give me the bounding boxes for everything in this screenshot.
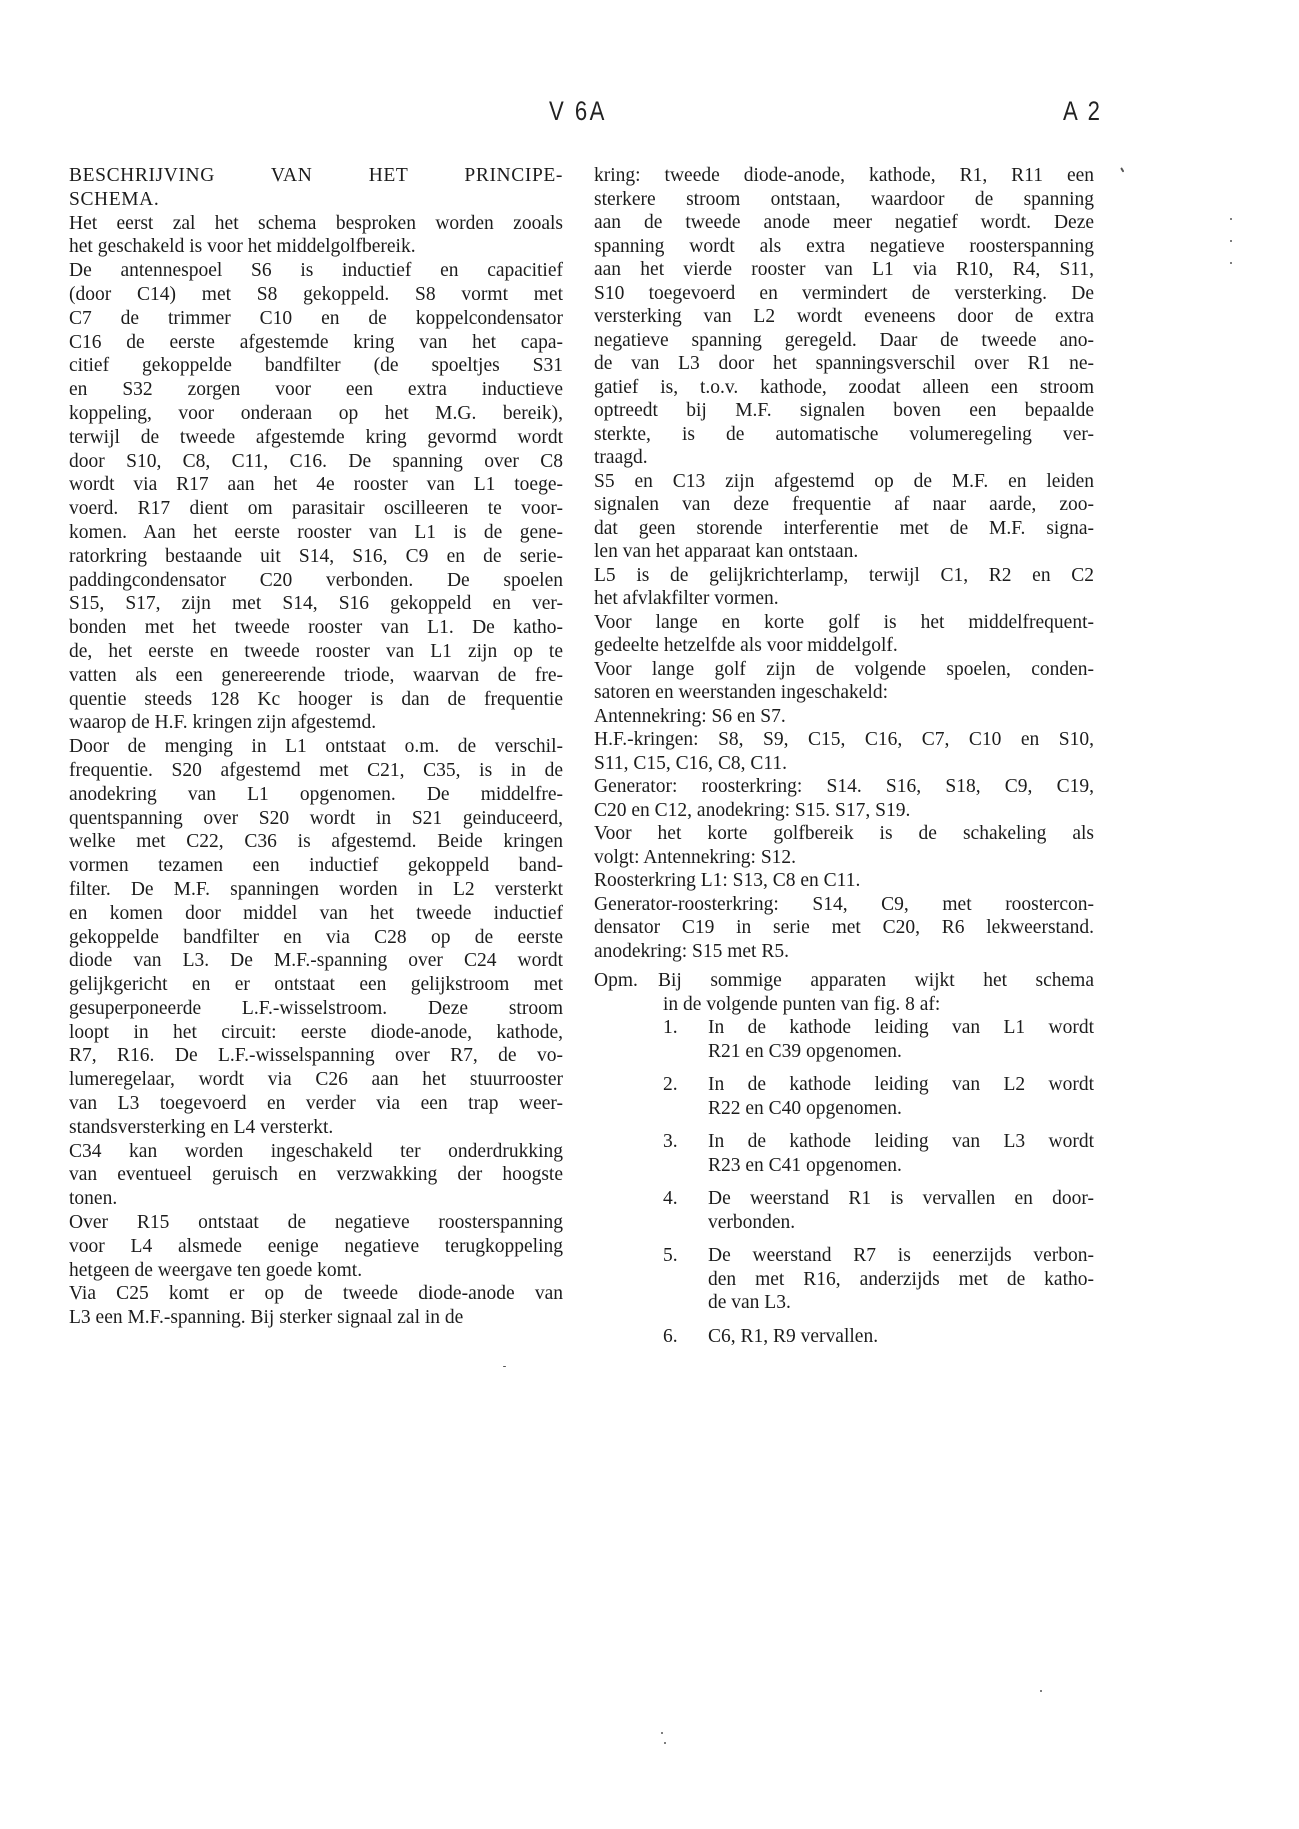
- text-line: R21 en C39 opgenomen.: [708, 1040, 902, 1062]
- text-line: anodekring van L1 opgenomen. De middelfre-: [69, 783, 563, 805]
- text-line: C34 kan worden ingeschakeld ter onderdrukking: [69, 1140, 563, 1162]
- list-item-text: [708, 1073, 1094, 1120]
- text-line: quentie steeds 128 Kc hooger is dan de frequentie: [69, 688, 563, 710]
- text-line: aan het vierde rooster van L1 via R10, R4, S11,: [594, 259, 1094, 280]
- text-line: (door C14) met S8 gekoppeld. S8 vormt met: [69, 283, 563, 305]
- text-line: C20 en C12, anodekring: S15. S17, S19.: [594, 799, 911, 821]
- text-line: filter. De M.F. spanningen worden in L2 versterkt: [69, 878, 563, 900]
- text-line: In de kathode leiding van L2 wordt: [708, 1074, 1094, 1095]
- text-line: C6, R1, R9 vervallen.: [708, 1325, 879, 1347]
- list-item: [663, 1016, 1094, 1063]
- text-line: Voor lange golf zijn de volgende spoelen, conden-: [594, 658, 1094, 680]
- text-line: Generator: roosterkring: S14. S16, S18, C9, C19,: [594, 776, 1094, 797]
- paragraph: [594, 705, 1094, 729]
- paragraph: [594, 164, 1094, 470]
- list-item: [663, 1244, 1094, 1315]
- text-line: SCHEMA.: [69, 188, 160, 210]
- note: [594, 969, 1094, 1016]
- text-line: De antennespoel S6 is inductief en capacitief: [69, 260, 563, 282]
- scan-speck: [1040, 1690, 1042, 1692]
- text-line: Over R15 ontstaat de negatieve roosterspanning: [69, 1212, 563, 1234]
- text-line: citief gekoppelde bandfilter (de spoeltjes S31: [69, 355, 563, 377]
- list-item: [663, 1073, 1094, 1120]
- list-item: [663, 1325, 1094, 1349]
- text-line: van L3 toegevoerd en verder via een trap weer-: [69, 1093, 563, 1115]
- list-item-number: 1.: [663, 1017, 678, 1038]
- text-line: signalen van deze frequentie af naar aarde, zoo-: [594, 494, 1094, 515]
- text-line: optreedt bij M.F. signalen boven een bepaalde: [594, 400, 1094, 421]
- text-line: Het eerst zal het schema besproken worden zooals: [69, 212, 563, 234]
- text-line: en S32 zorgen voor een extra inductieve: [69, 379, 563, 401]
- text-line: waarop de H.F. kringen zijn afgestemd.: [69, 712, 377, 734]
- text-line: H.F.-kringen: S8, S9, C15, C16, C7, C10 en S10,: [594, 729, 1094, 750]
- text-line: L5 is de gelijkrichterlamp, terwijl C1, R2 en C2: [594, 564, 1094, 586]
- text-line: gekoppelde bandfilter en via C28 op de eerste: [69, 926, 563, 948]
- text-line: anodekring: S15 met R5.: [594, 940, 789, 962]
- text-line: gelijkgericht en er ontstaat een gelijkstroom met: [69, 974, 563, 996]
- scan-speck: [664, 1742, 666, 1744]
- text-line: de van L3 door het spanningsverschil over R1 ne-: [594, 353, 1094, 374]
- text-line: dat geen storende interferentie met de M.F. signa-: [594, 517, 1094, 539]
- list-item-number: 3.: [663, 1131, 678, 1152]
- text-line: aan de tweede anode meer negatief wordt. Deze: [594, 212, 1094, 233]
- text-line: verbonden.: [708, 1211, 796, 1233]
- text-line: in de volgende punten van fig. 8 af:: [663, 993, 941, 1015]
- list-item: [663, 1187, 1094, 1234]
- left-column: [69, 164, 563, 1330]
- list-item-text: [708, 1187, 1094, 1234]
- list-item-number: 4.: [663, 1188, 678, 1209]
- text-line: De weerstand R1 is vervallen en door-: [708, 1188, 1094, 1209]
- paragraph: [594, 658, 1094, 705]
- text-line: loopt in het circuit: eerste diode-anode, kathode,: [69, 1021, 563, 1043]
- list-item-text: [708, 1130, 1094, 1177]
- text-line: volgt: Antennekring: S12.: [594, 846, 797, 868]
- paragraph: [594, 869, 1094, 893]
- list-item-number: 5.: [663, 1245, 678, 1266]
- text-line: van eventueel geruisch en verzwakking der hoogste: [69, 1164, 563, 1186]
- text-line: hetgeen de weergave ten goede komt.: [69, 1259, 363, 1281]
- text-line: en komen door middel van het tweede inductief: [69, 902, 563, 924]
- text-line: de van L3.: [708, 1292, 791, 1313]
- paragraph: [69, 1211, 563, 1282]
- text-line: negatieve spanning geregeld. Daar de tweede ano-: [594, 329, 1094, 351]
- text-line: BESCHRIJVING VAN HET PRINCIPE-: [69, 165, 563, 186]
- text-line: bonden met het tweede rooster van L1. De katho-: [69, 617, 563, 639]
- text-line: Voor het korte golfbereik is de schakeling als: [594, 823, 1094, 844]
- text-line: voerd. R17 dient om parasitair oscilleeren te voor-: [69, 498, 563, 520]
- paragraph: [69, 1282, 563, 1330]
- text-line: R7, R16. De L.F.-wisselspanning over R7, de vo-: [69, 1045, 563, 1067]
- text-line: gesuperponeerde L.F.-wisselstroom. Deze stroom: [69, 997, 563, 1019]
- note-list: [663, 1016, 1094, 1348]
- text-line: S5 en C13 zijn afgestemd op de M.F. en leiden: [594, 470, 1094, 492]
- text-line: S15, S17, zijn met S14, S16 gekoppeld en ver-: [69, 593, 563, 615]
- text-line: quentspanning over S20 wordt in S21 geinduceerd,: [69, 807, 563, 829]
- paragraph: [594, 564, 1094, 611]
- paragraph: [594, 728, 1094, 775]
- text-line: gatief is, t.o.v. kathode, zoodat alleen een stroom: [594, 376, 1094, 398]
- text-line: traagd.: [594, 447, 648, 468]
- list-item-number: 6.: [663, 1325, 678, 1347]
- text-line: vormen tezamen een inductief gekoppeld band-: [69, 855, 563, 877]
- text-line: terwijl de tweede afgestemde kring gevormd wordt: [69, 426, 563, 448]
- text-line: paddingcondensator C20 verbonden. De spoelen: [69, 569, 563, 591]
- paragraph: [69, 212, 563, 260]
- list-item-text: [708, 1016, 1094, 1063]
- text-line: Via C25 komt er op de tweede diode-anode van: [69, 1283, 563, 1305]
- paragraph: [69, 259, 563, 735]
- scan-speck: [1230, 262, 1232, 264]
- text-line: sterkte, is de automatische volumeregeling ver-: [594, 423, 1094, 445]
- list-item-text: [708, 1325, 1094, 1349]
- list-item-text: [708, 1244, 1094, 1315]
- text-line: R23 en C41 opgenomen.: [708, 1154, 902, 1176]
- text-line: In de kathode leiding van L3 wordt: [708, 1131, 1094, 1152]
- paragraph: [594, 775, 1094, 822]
- page-number: A 2: [1063, 96, 1103, 126]
- text-line: tonen.: [69, 1188, 118, 1210]
- text-line: het afvlakfilter vormen.: [594, 588, 779, 609]
- text-line: welke met C22, C36 is afgestemd. Beide kringen: [69, 831, 563, 853]
- paragraph: [594, 893, 1094, 964]
- text-line: den met R16, anderzijds met de katho-: [708, 1268, 1094, 1290]
- scan-speck: [503, 1366, 506, 1367]
- text-line: Bij sommige apparaten wijkt het schema: [658, 970, 1094, 991]
- text-line: Door de menging in L1 ontstaat o.m. de verschil-: [69, 736, 563, 758]
- text-line: Voor lange en korte golf is het middelfrequent-: [594, 611, 1094, 633]
- note-text: [658, 969, 1094, 1016]
- text-line: gedeelte hetzelfde als voor middelgolf.: [594, 635, 898, 656]
- text-line: Generator-roosterkring: S14, C9, met roostercon-: [594, 893, 1094, 915]
- paragraph: [594, 611, 1094, 658]
- text-line: ratorkring bestaande uit S14, S16, C9 en de serie-: [69, 545, 563, 567]
- text-line: wordt via R17 aan het 4e rooster van L1 toege-: [69, 474, 563, 496]
- text-line: Antennekring: S6 en S7.: [594, 705, 786, 727]
- model-code: V 6A: [549, 96, 607, 126]
- text-line: diode van L3. De M.F.-spanning over C24 wordt: [69, 950, 563, 972]
- text-line: R22 en C40 opgenomen.: [708, 1097, 902, 1119]
- text-line: voor L4 alsmede eenige negatieve terugkoppeling: [69, 1235, 563, 1257]
- scan-speck: [1230, 218, 1232, 220]
- text-line: komen. Aan het eerste rooster van L1 is de gene-: [69, 521, 563, 543]
- text-line: Roosterkring L1: S13, C8 en C11.: [594, 870, 861, 891]
- text-line: C16 de eerste afgestemde kring van het capa-: [69, 331, 563, 353]
- list-item-number: 2.: [663, 1074, 678, 1095]
- paragraph: [594, 470, 1094, 564]
- text-line: sterkere stroom ontstaan, waardoor de spanning: [594, 188, 1094, 210]
- right-column: [594, 164, 1094, 1348]
- text-line: door S10, C8, C11, C16. De spanning over C8: [69, 450, 563, 472]
- text-line: de, het eerste en tweede rooster van L1 zijn op te: [69, 640, 563, 662]
- text-line: kring: tweede diode-anode, kathode, R1, R11 een: [594, 165, 1094, 186]
- scan-speck: [1121, 167, 1125, 172]
- paragraph: [594, 822, 1094, 869]
- note-label: Opm.: [594, 970, 638, 991]
- text-line: L3 een M.F.-spanning. Bij sterker signaal zal in de: [69, 1307, 464, 1329]
- text-line: In de kathode leiding van L1 wordt: [708, 1017, 1094, 1038]
- scan-speck: [1230, 240, 1232, 242]
- scan-speck: [661, 1732, 663, 1734]
- text-line: C7 de trimmer C10 en de koppelcondensator: [69, 307, 563, 329]
- text-line: het geschakeld is voor het middelgolfbereik.: [69, 236, 416, 258]
- text-line: lumeregelaar, wordt via C26 aan het stuurrooster: [69, 1069, 563, 1091]
- text-line: len van het apparaat kan ontstaan.: [594, 541, 859, 562]
- text-line: S11, C15, C16, C8, C11.: [594, 752, 788, 774]
- text-line: satoren en weerstanden ingeschakeld:: [594, 682, 889, 703]
- text-line: vatten als een genereerende triode, waarvan de fre-: [69, 664, 563, 686]
- text-line: De weerstand R7 is eenerzijds verbon-: [708, 1245, 1094, 1266]
- text-line: frequentie. S20 afgestemd met C21, C35, is in de: [69, 759, 563, 781]
- paragraph: [69, 735, 563, 1140]
- list-item: [663, 1130, 1094, 1177]
- paragraph: [69, 1140, 563, 1211]
- text-line: densator C19 in serie met C20, R6 lekweerstand.: [594, 917, 1094, 938]
- text-line: S10 toegevoerd en vermindert de versterking. De: [594, 282, 1094, 304]
- text-line: standsversterking en L4 versterkt.: [69, 1116, 334, 1138]
- section-heading: [69, 164, 563, 212]
- text-line: spanning wordt als extra negatieve roosterspanning: [594, 235, 1094, 257]
- text-line: versterking van L2 wordt eveneens door de extra: [594, 306, 1094, 327]
- text-line: koppeling, voor onderaan op het M.G. bereik),: [69, 402, 563, 424]
